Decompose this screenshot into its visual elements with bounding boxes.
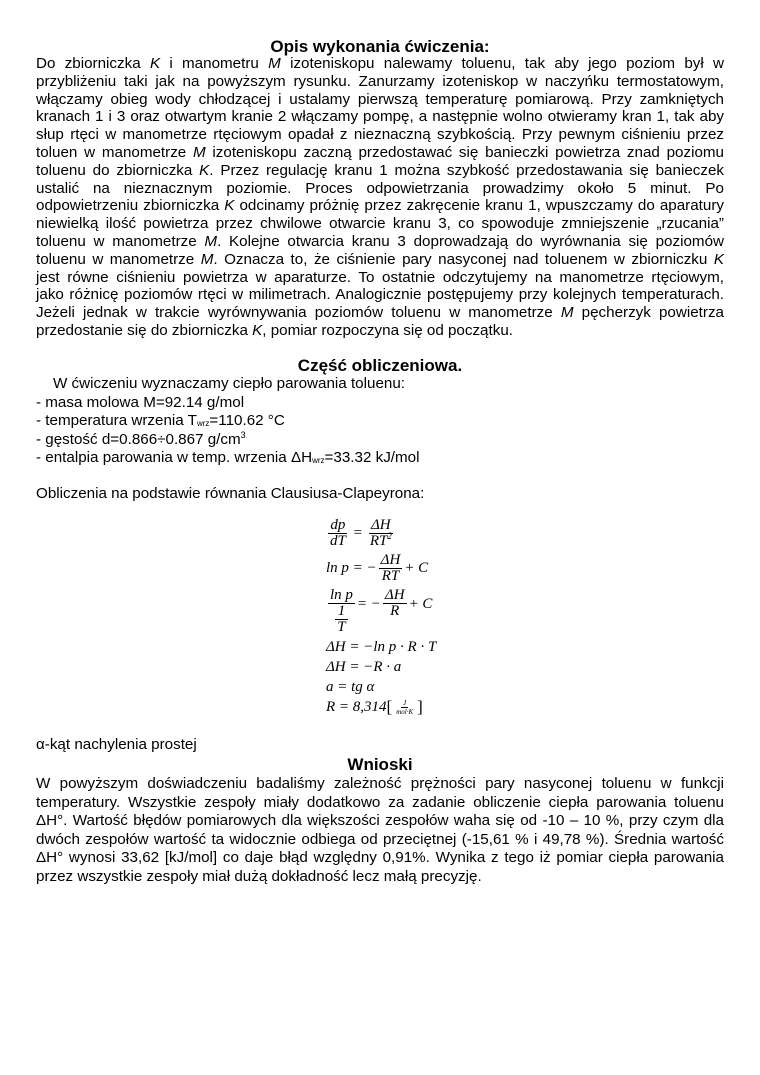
eq2-rhs: + C <box>404 560 429 576</box>
text-line <box>36 73 724 91</box>
text-line <box>36 304 724 322</box>
text-segment: W powyższym doświadczeniu badaliśmy zależność prężności pary nasyconej toluenu w funkcji <box>36 775 724 792</box>
text-segment: pęcherzyk powietrza <box>573 304 724 322</box>
text-line <box>36 162 724 180</box>
eq3-rhs: + C <box>408 596 433 612</box>
equation-4: ΔH = −ln p · R · T <box>326 639 437 655</box>
equations <box>326 518 436 717</box>
italic-symbol: K <box>713 250 724 268</box>
eq7-lhs: R = 8,314 <box>326 699 387 715</box>
text-segment: jako różnicę poziomów rtęci w milimetrach. Analogicznie postępujemy przy kolejnych temperaturach. <box>36 286 724 304</box>
eq2-den: RT <box>381 568 400 584</box>
eq1-num: dp <box>330 517 346 533</box>
italic-symbol: K <box>199 161 210 179</box>
italic-symbol: K <box>149 55 161 72</box>
molar-mass: - masa molowa M=92.14 g/mol <box>36 393 245 411</box>
heading-wnioski: Wnioski <box>347 755 413 774</box>
text-line <box>36 251 724 269</box>
enthalpy-sub: wrz <box>312 456 325 465</box>
text-line <box>36 794 724 813</box>
calc-intro: Obliczenia na podstawie równania Clausiusa-Clapeyrona: <box>36 485 425 502</box>
italic-symbol: M <box>268 55 281 72</box>
text-line <box>36 812 724 831</box>
text-line <box>36 144 724 162</box>
paragraph-conclusions <box>36 775 724 887</box>
text-line <box>36 180 724 198</box>
text-segment: toluenu w manometrze <box>36 232 205 250</box>
eq7-unit-num: J <box>403 698 407 707</box>
text-segment: . Kolejne otwarcia kranu 3 doprowadzają do wyrównania się poziomów <box>217 232 724 250</box>
text-segment: i manometru <box>160 55 269 72</box>
eq1-den: dT <box>330 533 346 549</box>
text-line <box>36 108 724 126</box>
text-segment: toluen w manometrze <box>36 143 194 161</box>
eq2-lhs: ln p = − <box>326 560 377 576</box>
text-line <box>36 831 724 850</box>
text-segment: . Oznacza to, że ciśnienie pary nasyconej nad toluenem w zbiorniczku <box>213 250 714 268</box>
equation-6: a = tg α <box>326 679 375 695</box>
text-segment: ΔH°. Wartość błędów pomiarowych dla większości zespołów waha się od -10 – 10 %, przy czym dla <box>36 812 724 830</box>
eq3-num: ln p <box>330 587 353 603</box>
eq2-num: ΔH <box>380 552 401 568</box>
italic-symbol: M <box>204 232 218 250</box>
text-line <box>36 322 724 340</box>
text-segment: dwóch zespołów wartość ta widocznie odbiega od przeciętnej (-15,61 % i 49,78 %). Średnia wartość <box>36 830 724 848</box>
enthalpy <box>36 449 724 468</box>
eq7-unit-den: mol·K <box>396 707 414 716</box>
text-line <box>36 286 724 304</box>
text-segment: jest równe ciśnieniu powietrza w aparaturze. To ostatnie odczytujemy na manometrze rtęciowym, <box>36 268 724 286</box>
boiling-temp <box>36 412 724 431</box>
text-segment: toluenu do zbiorniczka <box>36 161 200 179</box>
heading-opis: Opis wykonania ćwiczenia: <box>270 37 490 56</box>
text-segment: przybliżeniu taki jak na powyższym rysunku. Zanurzamy izoteniskop w naczyńku termostatowym, <box>36 72 724 90</box>
equation-2 <box>326 553 436 584</box>
text-segment: przez wszystkie zespoły miał dużą dokładność lecz małą precyzję. <box>36 867 482 885</box>
eq3-den-num: 1 <box>335 604 349 620</box>
italic-symbol: K <box>224 197 235 215</box>
given-data <box>36 375 724 468</box>
text-segment: włączamy obieg wody chłodzącej i ustalamy pierwszą temperaturę pomiarową. Przy zamkniętych <box>36 90 724 108</box>
density <box>36 431 724 450</box>
text-line <box>36 849 724 868</box>
text-segment: kranach 1 i 3 oraz otwartym kranie 2 włączamy pompę, a następnie wolno otwieramy kran 1, tak aby <box>36 108 724 126</box>
eq1-den-r: RT <box>369 533 388 549</box>
text-segment: odpowietrzeniu zbiorniczka <box>36 197 225 215</box>
text-segment: Jeżeli jednak w trakcie wyrównywania poziomów toluenu w manometrze <box>36 304 561 322</box>
eq3-den-r: R <box>390 603 400 619</box>
equation-3 <box>326 588 436 635</box>
text-segment: przedostanie się do zbiorniczka <box>36 321 253 339</box>
boiling-sub: wrz <box>196 419 210 428</box>
text-segment: ustalić na nieznacznym poziomie. Proces odpowietrzania prowadzimy około 5 minut. Po <box>36 179 724 197</box>
text-line <box>36 91 724 109</box>
paragraph-procedure <box>36 55 724 340</box>
text-segment: , pomiar rozpoczyna się od początku. <box>262 321 513 339</box>
equation-5: ΔH = −R · a <box>326 659 402 675</box>
enthalpy-value: =33.32 kJ/mol <box>324 449 420 466</box>
alpha-note: α-kąt nachylenia prostej <box>36 736 197 753</box>
text-line <box>36 233 724 251</box>
eq3-den-den: T <box>337 619 346 635</box>
intro-text: W ćwiczeniu wyznaczamy ciepło parowania toluenu: <box>53 375 406 392</box>
boiling-value: =110.62 °C <box>209 412 285 429</box>
eq3-num-r: ΔH <box>384 587 405 603</box>
text-segment: izoteniskopu nalewamy toluenu, tak aby jego poziom był w <box>280 55 724 72</box>
text-line <box>36 126 724 144</box>
heading-obliczenia: Część obliczeniowa. <box>297 356 463 375</box>
eq3-mid: = − <box>356 596 381 612</box>
text-line <box>36 197 724 215</box>
equation-1: $\frac{dp}{dT}$ = $\frac{\Delta H}{RT^2}$ <box>330 517 392 549</box>
text-line <box>36 269 724 287</box>
text-segment: słup rtęci w manometrze rtęciowym opadał z nieznaczną szybkością. Przy pewnym ciśnieniu przez <box>36 126 724 144</box>
italic-symbol: M <box>200 250 214 268</box>
boiling-prefix: - temperatura wrzenia T <box>36 412 197 429</box>
text-segment: temperatury. Wszystkie zespoły miały dodatkowo za zadanie obliczenie ciepła parowania toluenu <box>36 793 724 811</box>
text-segment: izoteniskopu zaczną przedostawać się banieczki powietrza znad poziomu <box>205 143 724 161</box>
equation-7: R = 8,314 [ $\frac{J}{\text{mol·K}}$ ] <box>326 697 423 716</box>
text-segment: odcinamy próżnię przez zakręcenie kranu 1, wpuszczamy do aparatury <box>234 197 724 215</box>
text-segment: toluenu w manometrze <box>36 250 201 268</box>
text-line <box>36 215 724 233</box>
text-segment: niewielką ilość powietrza przez chwilowe otwarcie kranu 3, co spowoduje zmniejszenie „rzucania” <box>36 215 724 233</box>
text-line <box>36 868 724 887</box>
italic-symbol: M <box>193 143 206 161</box>
text-segment: . Przez regulację kranu 1 można szybkość przedostawania się banieczek <box>209 161 724 179</box>
eq1-exp: 2 <box>387 531 392 541</box>
text-segment: Do zbiorniczka <box>36 55 150 72</box>
text-line <box>36 55 724 73</box>
eq1-num-r: ΔH <box>371 517 391 533</box>
text-line <box>36 775 724 794</box>
density-sup: 3 <box>240 429 246 440</box>
text-segment: ΔH° wynosi 33,62 [kJ/mol] co daje błąd względny 0,91%. Wynika z tego iż pomiar ciepła parowania <box>36 849 724 867</box>
italic-symbol: M <box>560 304 574 322</box>
enthalpy-prefix: - entalpia parowania w temp. wrzenia ΔH <box>36 449 313 466</box>
italic-symbol: K <box>252 321 263 339</box>
density-text: - gęstość d=0.866÷0.867 g/cm <box>36 430 241 448</box>
